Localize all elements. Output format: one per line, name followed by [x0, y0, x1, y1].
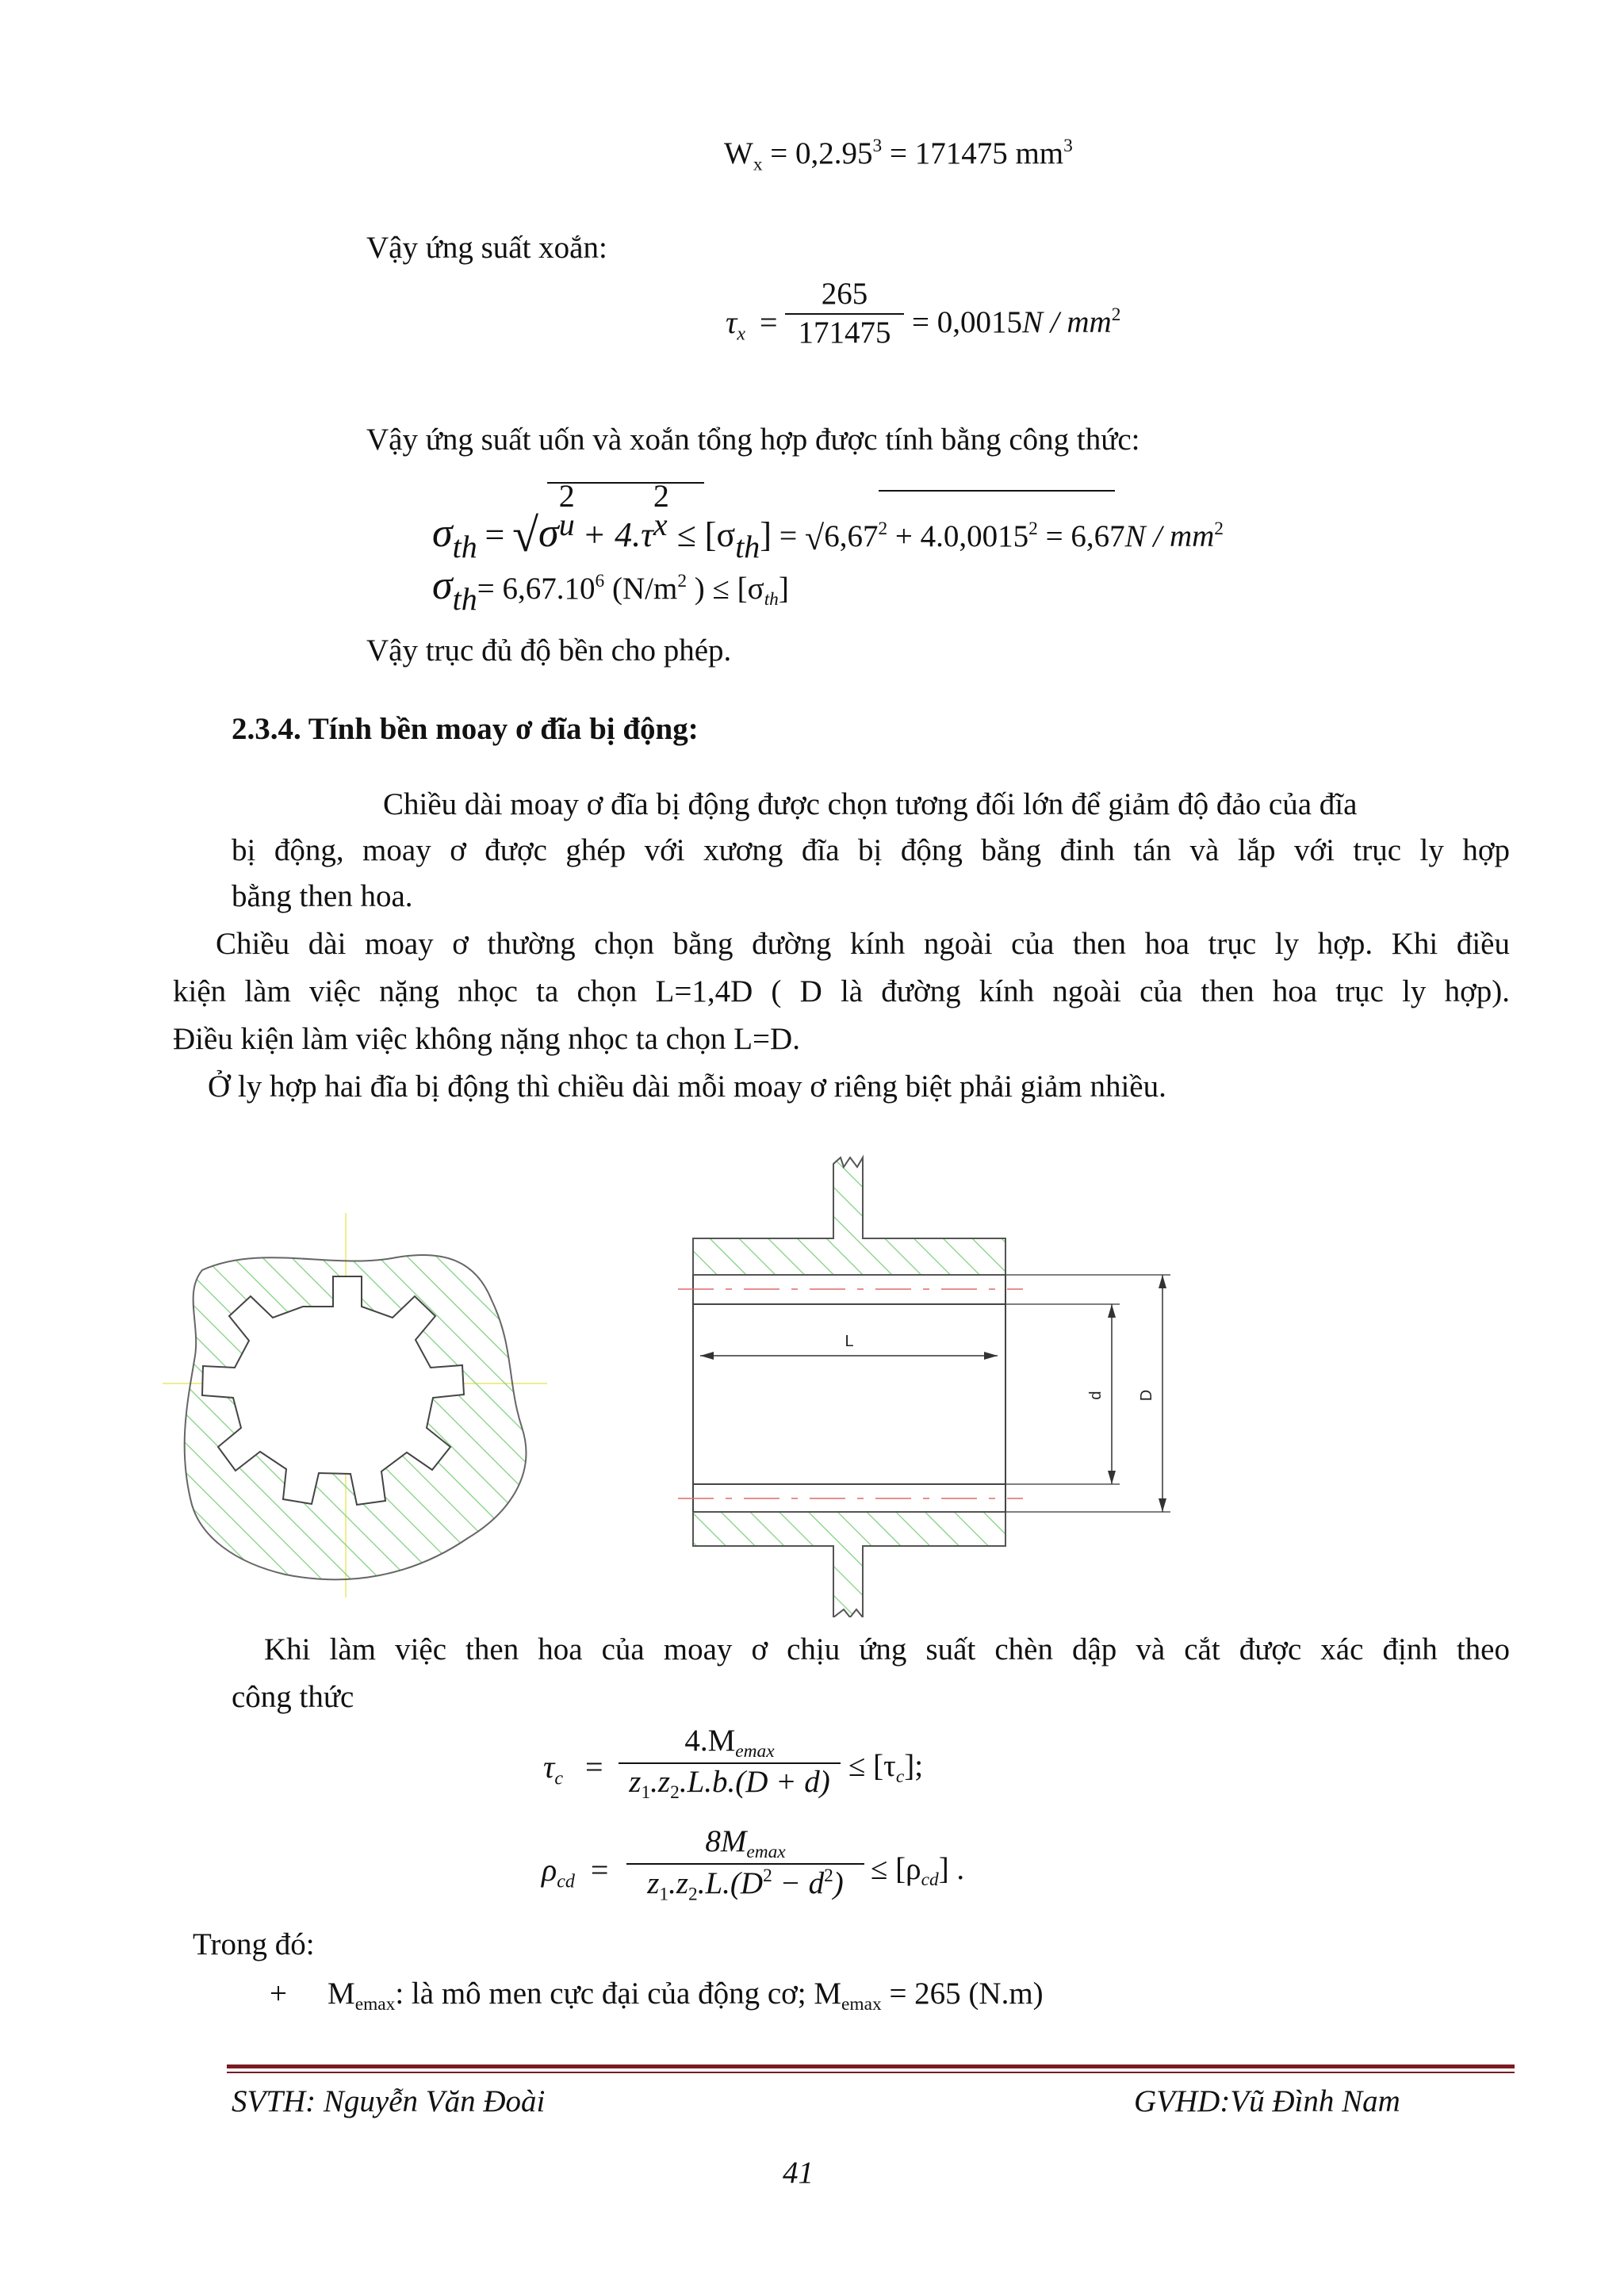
para2-line3: Điều kiện làm việc không nặng nhọc ta chọn L=D.: [173, 1022, 800, 1056]
tau-c-rhs: ≤ $[\tau_c]$;: [848, 1749, 924, 1788]
tau-x-result: = $0,0015N / mm^2$: [912, 304, 1121, 340]
para4-line1: Khi làm việc then hoa của moay ơ chịu ứng suất chèn dập và cắt được xác định theo: [264, 1632, 1510, 1667]
label-d: d: [1087, 1391, 1105, 1400]
conclusion-text: Vậy trục đủ độ bền cho phép.: [366, 633, 732, 668]
sigma-th-line2: $\sigma th= 6,67.10^6$ ($N/m^2$ ) ≤ $[\sigma_{th}]$: [432, 563, 789, 617]
para2-line2: kiện làm việc nặng nhọc ta chọn L=1,4D ( D là đường kính ngoài của then hoa trục ly hợp).: [173, 974, 1510, 1008]
rho-cd-fraction: $8M_{emax}$ $z_1.z_2.L.(D^2 - d^2)$: [626, 1823, 864, 1906]
sqrt-bar-2: [879, 490, 1115, 492]
para1-line3: bằng then hoa.: [232, 879, 413, 913]
label-L: L: [845, 1333, 854, 1350]
wx-formula: $W_x = 0,2.95^3 = 171475$ $mm^3$: [724, 136, 1073, 175]
tau-x-lhs: $\tau_x$ =: [726, 304, 778, 345]
trong-do: Trong đó:: [193, 1927, 315, 1961]
para1-line2: bị động, moay ơ được ghép với xương đĩa bị động bằng đinh tán và lắp với trục ly hợp: [232, 833, 1510, 867]
rho-cd-lhs: $\rho_{cd}$ =: [542, 1852, 609, 1892]
footer-rule-thin: [227, 2072, 1515, 2073]
bullet-marker: +: [270, 1976, 287, 2011]
page-number: 41: [783, 2156, 814, 2190]
sigma-th-formula: σth = √σ2 u + 4.τ2 $x \le [\sigma th] = √6,67^2 + 4.0,0015^2 = 6,67N / mm^2$: [432, 478, 1224, 564]
section-heading: 2.3.4. Tính bền moay ơ đĩa bị động:: [232, 712, 699, 746]
hub-longitudinal-section: [678, 1158, 1170, 1617]
para2-line1: Chiều dài moay ơ thường chọn bằng đường kính ngoài của then hoa trục ly hợp. Khi điều: [216, 927, 1510, 961]
rho-cd-rhs: ≤ $[\rho_{cd}]$ .: [871, 1852, 965, 1891]
footer-rule: [227, 2064, 1515, 2068]
hub-figure: [0, 1142, 1624, 1617]
sqrt-bar-1: [547, 482, 704, 484]
heading-tau-x: Vậy ứng suất xoắn:: [366, 231, 607, 265]
para1-line1: Chiều dài moay ơ đĩa bị động được chọn tương đối lớn để giảm độ đảo của đĩa: [383, 787, 1358, 821]
spline-cross-section: [163, 1213, 547, 1598]
footer-student: SVTH: Nguyễn Văn Đoài: [232, 2084, 546, 2118]
tau-c-lhs: $\tau_c$ =: [543, 1749, 603, 1789]
tau-c-fraction: $4.M_{emax}$ $z_1.z_2.L.b.(D + d)$: [619, 1723, 841, 1804]
tau-x-fraction: 265 171475: [785, 276, 904, 352]
heading-sigma-th: Vậy ứng suất uốn và xoắn tổng hợp được tính bằng công thức:: [366, 423, 1140, 457]
footer-advisor: GVHD:Vũ Đình Nam: [1134, 2084, 1400, 2118]
para4-line2: công thức: [232, 1680, 354, 1714]
label-D: D: [1138, 1389, 1155, 1402]
para3: Ở ly hợp hai đĩa bị động thì chiều dài mỗi moay ơ riêng biệt phải giảm nhiều.: [208, 1070, 1166, 1104]
bullet-memax: $M_{emax}$: là mô men cực đại của động cơ; $M_{emax} = 265$ (N.m): [327, 1976, 1044, 2015]
